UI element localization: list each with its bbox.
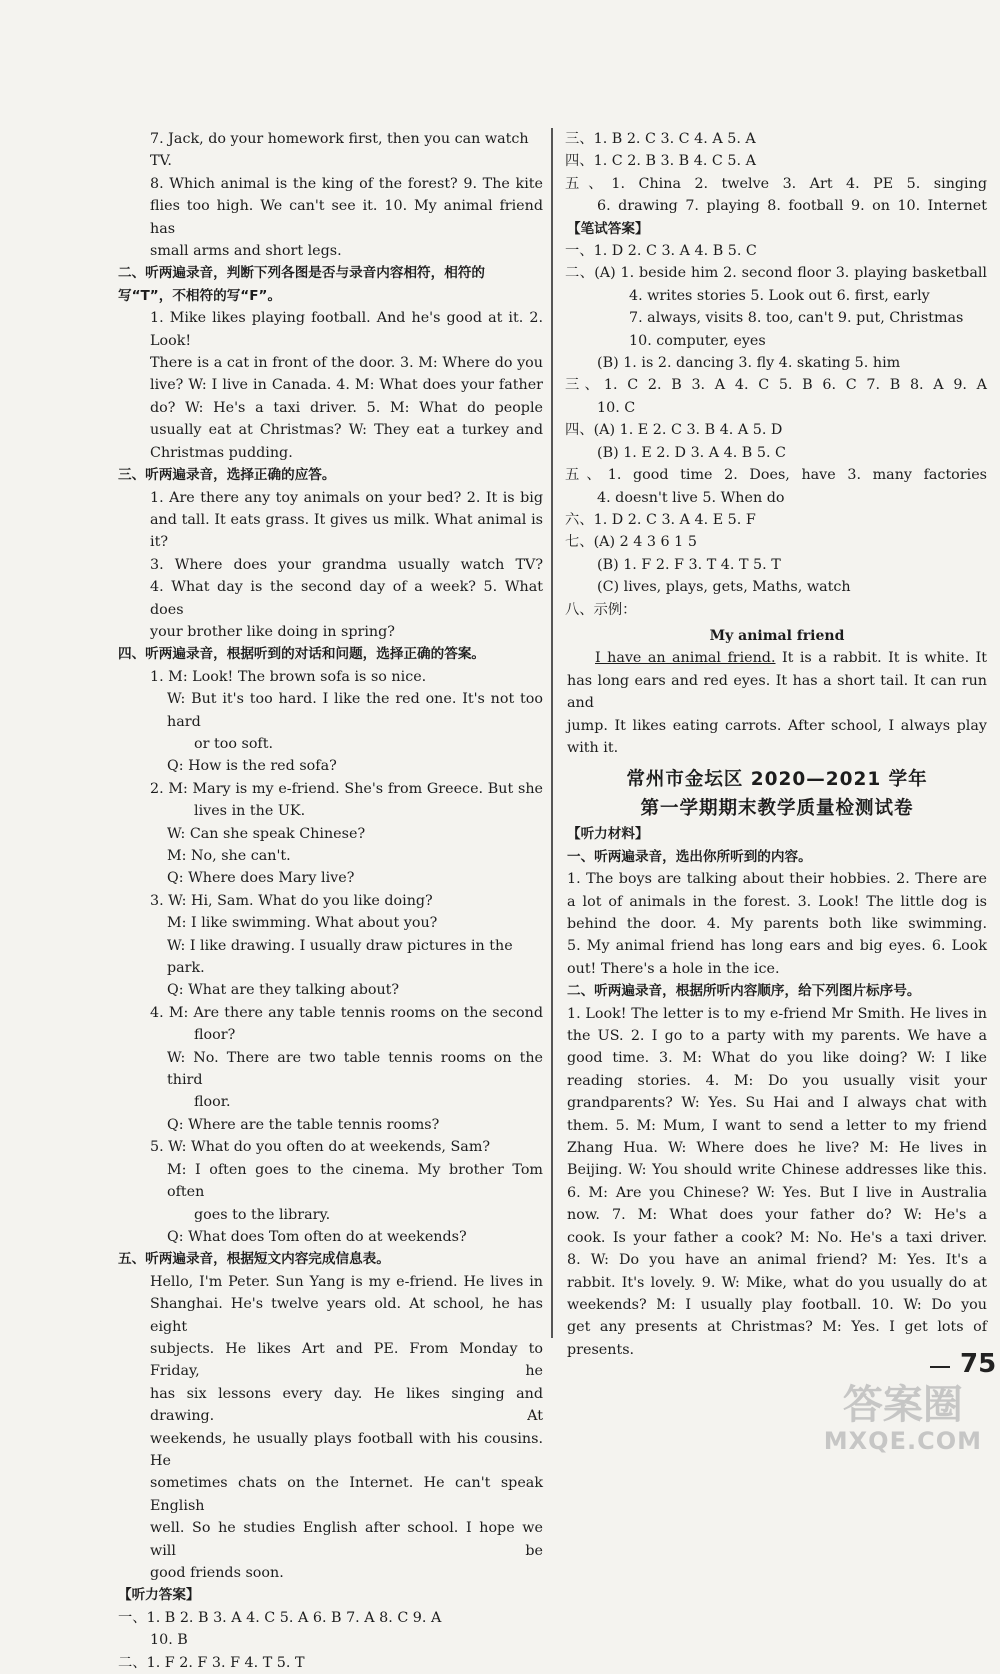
page-number-dash [930,1366,950,1368]
right-line: 四、(A) 1. E 2. C 3. B 4. A 5. D [565,422,783,439]
left-line: 【听力答案】 [118,1587,200,1604]
left-line: goes to the library. [194,1206,331,1223]
left-line: 1. M: Look! The brown sofa is so nice. [150,668,427,685]
left-line: 7. Jack, do your homework first, then you can watch TV. [150,131,529,170]
left-line: 二、1. F 2. F 3. F 4. T 5. T [118,1654,305,1671]
left-line: 1. Are there any toy animals on your bed? 2. It is big [150,489,543,506]
left-line: do? W: He's a taxi driver. 5. M: What do people [150,399,543,416]
right2-line: 1. The boys are talking about their hobbies. 2. There are [567,871,987,888]
column-divider [551,128,553,1338]
left-line: 五、听两遍录音，根据短文内容完成信息表。 [118,1251,390,1268]
left-line: W: No. There are two table tennis rooms on the third [167,1049,543,1089]
left-line: flies too high. We can't see it. 10. My animal friend has [150,198,543,237]
right2-line: 1. Look! The letter is to my e-friend Mr Smith. He lives in [567,1005,987,1022]
left-line: usually eat at Christmas? W: They eat a turkey and [150,422,543,439]
left-line: Shanghai. He's twelve years old. At school, he has eight [150,1296,543,1335]
watermark-url: MXQE.COM [823,1427,982,1455]
page-number: 75 [960,1349,997,1379]
left-line: 四、听两遍录音，根据听到的对话和问题，选择正确的答案。 [118,646,486,663]
right-line: 6. drawing 7. playing 8. football 9. on 10. Internet [597,198,987,215]
right-line: 三、1. B 2. C 3. C 4. A 5. A [565,131,756,147]
essay-line: with it. [567,739,619,756]
right2-line: 一、听两遍录音，选出你所听到的内容。 [567,848,812,865]
test-title-line1: 常州市金坛区 2020—2021 学年 [626,769,928,791]
left-line: Q: How is the red sofa? [167,758,337,775]
left-line: live? W: I live in Canada. 4. M: What does your father [150,377,543,394]
right2-line: 5. My animal friend has long ears and big eyes. 6. Look [567,938,987,955]
left-line: Q: What does Tom often do at weekends? [167,1228,467,1245]
answer-section [567,128,987,621]
left-line: 4. What day is the second day of a week? 5. What does [150,579,543,618]
listening-material-section [567,823,987,1361]
left-line: M: No, she can't. [167,848,291,864]
left-line: 一、1. B 2. B 3. A 4. C 5. A 6. B 7. A 8. C 9. A [118,1609,442,1626]
left-line: W: I like drawing. I usually draw pictures in the park. [167,937,513,977]
right2-line: Beijing. W: You should write Chinese addresses like this. [567,1162,987,1179]
left-line: 10. B [150,1632,188,1649]
right2-line: out! There's a hole in the ice. [567,960,780,977]
right2-line: 【听力材料】 [567,826,649,843]
right2-line: cook. Is your father a cook? M: No. He's a taxi driver. [567,1229,987,1246]
right-line: 三、1. C 2. B 3. A 4. C 5. B 6. C 7. B 8. A 9. A [565,377,987,394]
right-line: 10. computer, eyes [629,332,766,349]
right-line: 二、(A) 1. beside him 2. second floor 3. playing basketball [565,265,987,282]
right-line: 六、1. D 2. C 3. A 4. E 5. F [565,511,756,528]
right2-line: 二、听两遍录音，根据所听内容顺序，给下列图片标序号。 [567,983,921,1000]
watermark-logo: 答案圈 [842,1382,963,1428]
right2-line: good time. 3. M: What do you like doing? W: I like [567,1050,987,1067]
right2-line: get any presents at Christmas? M: Yes. I get lots of [567,1319,987,1336]
left-line: floor? [194,1027,236,1044]
right-column [567,128,987,1361]
essay-line [567,647,987,669]
left-line: Q: Where are the table tennis rooms? [167,1116,440,1133]
left-line: floor. [194,1094,231,1111]
right-line: (B) 1. F 2. F 3. T 4. T 5. T [597,556,781,573]
left-line: or too soft. [194,735,274,752]
right-line: 10. C [597,399,636,416]
left-line: Q: Where does Mary live? [167,870,355,887]
essay-line: has long ears and red eyes. It has a short tail. It can run and [567,672,987,712]
right-line: 7. always, visits 8. too, can't 9. put, Christmas [629,310,964,327]
left-line: sometimes chats on the Internet. He can't speak English [150,1475,543,1514]
left-line: small arms and short legs. [150,243,342,260]
test-title-line2: 第一学期期末教学质量检测试卷 [640,798,914,820]
right-line: 七、(A) 2 4 3 6 1 5 [565,534,697,551]
left-line: 2. M: Mary is my e-friend. She's from Greece. But she [150,780,543,797]
left-line: good friends soon. [150,1565,284,1581]
right2-line: behind the door. 4. My parents both like swimming. [567,916,987,932]
left-line: well. So he studies English after school. I hope we will be [150,1520,543,1559]
left-line: 写“T”，不相符的写“F”。 [118,287,282,304]
left-line: 三、听两遍录音，选择正确的应答。 [118,467,336,484]
left-line: W: But it's too hard. I like the red one. It's not too hard [167,691,543,730]
left-line: 8. Which animal is the king of the forest? 9. The kite [150,175,543,192]
left-line: Hello, I'm Peter. Sun Yang is my e-friend. He lives in [150,1273,543,1290]
left-line: 1. Mike likes playing football. And he's good at it. 2. Look! [150,310,543,349]
right-line: 四、1. C 2. B 3. B 4. C 5. A [565,153,756,170]
right2-line: them. 5. M: Mum, I want to send a letter to my friend [567,1117,987,1134]
left-line: 3. Where does your grandma usually watch TV? [150,556,543,573]
right-line: (C) lives, plays, gets, Maths, watch [597,579,851,596]
left-column [118,128,543,1674]
watermark [824,1382,982,1454]
left-line: Q: What are they talking about? [167,982,400,999]
right-line: 五、1. good time 2. Does, have 3. many factories [565,467,987,484]
right-line: (B) 1. is 2. dancing 3. fly 4. skating 5. him [597,355,901,372]
right-line: 【笔试答案】 [567,220,649,237]
left-line: 4. M: Are there any table tennis rooms on the second [150,1004,543,1021]
left-line: weekends, he usually plays football with his cousins. He [150,1430,543,1469]
left-line: has six lessons every day. He likes singing and drawing. At [150,1385,543,1425]
right-line: 4. doesn't live 5. When do [597,489,785,506]
right2-line: a lot of animals in the forest. 3. Look! The little dog is [567,893,987,910]
right-line: 五、1. China 2. twelve 3. Art 4. PE 5. singing [565,175,987,192]
right2-line: Zhang Hua. W: Where does he live? M: He lives in [567,1140,987,1157]
left-line: 二、听两遍录音，判断下列各图是否与录音内容相符，相符的 [118,265,486,282]
essay-title: My animal friend [709,627,845,644]
right-line: 一、1. D 2. C 3. A 4. B 5. C [565,243,757,260]
right2-line: weekends? M: I usually play football. 10. W: Do you [567,1296,987,1313]
right2-line: now. 7. M: What does your father do? W: He's a [567,1207,987,1224]
right2-line: 8. W: Do you have an animal friend? M: Yes. It's a [567,1252,987,1269]
left-line: subjects. He likes Art and PE. From Monday to Friday, he [150,1340,543,1380]
essay-line-rest: It is a rabbit. It is white. It [775,650,987,667]
essay-line: jump. It likes eating carrots. After school, I always play [567,717,987,734]
left-line: your brother like doing in spring? [150,623,395,640]
essay-underlined: I have an animal friend. [595,650,776,667]
right-line: 八、示例： [565,601,637,618]
right2-line: 6. M: Are you Chinese? W: Yes. But I live in Australia [567,1184,987,1201]
left-line: and tall. It eats grass. It gives us milk. What animal is it? [150,511,543,551]
right-line: 4. writes stories 5. Look out 6. first, early [629,287,930,304]
left-line: Christmas pudding. [150,444,293,461]
right2-line: rabbit. It's lovely. 9. W: Mike, what do you usually do at [567,1274,987,1291]
left-line: M: I often goes to the cinema. My brother Tom often [167,1161,543,1201]
right2-line: presents. [567,1341,635,1358]
right2-line: grandparents? W: Yes. Su Hai and I always chat with [567,1095,987,1112]
left-line: lives in the UK. [194,803,306,820]
left-line: There is a cat in front of the door. 3. M: Where do you [150,355,543,372]
left-line: 5. W: What do you often do at weekends, Sam? [150,1139,491,1156]
right2-line: reading stories. 4. M: Do you usually visit your [567,1072,987,1089]
left-line: W: Can she speak Chinese? [167,825,366,842]
left-line: M: I like swimming. What about you? [167,915,438,932]
left-line: 3. W: Hi, Sam. What do you like doing? [150,892,433,909]
right-line: (B) 1. E 2. D 3. A 4. B 5. C [597,444,786,461]
right2-line: the US. 2. I go to a party with my parents. We have a [567,1028,987,1045]
